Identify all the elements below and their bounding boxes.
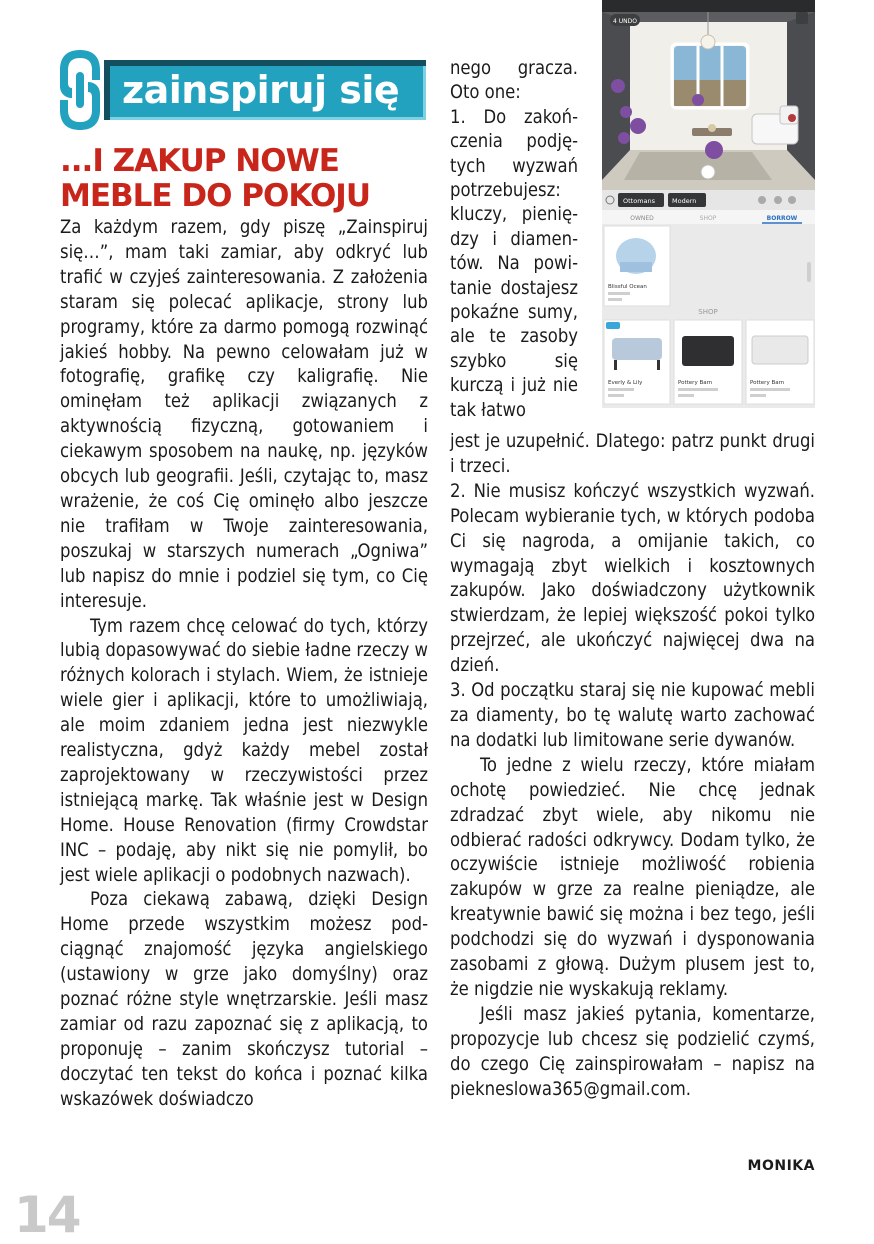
tab-borrow: BORROW xyxy=(766,215,798,222)
filter-chip-ottomans: Ottomans xyxy=(623,197,656,205)
article-column-right-narrow xyxy=(450,57,578,423)
paragraph: nego gracza. Oto one: xyxy=(450,58,578,104)
article-column-right xyxy=(450,430,815,1102)
shop-item-3-name: Pottery Barn xyxy=(750,380,785,386)
section-title: zainspiruj się xyxy=(122,68,400,112)
link-logo-icon xyxy=(58,46,102,134)
paragraph: 2. Nie musisz kończyć wszystkich wyzwań. Polecam wybieranie tych, w których podoba Ci się nagroda, a omijanie takich, co wymagają zbyt wielkich i kosztownych zakupów. Jako doświadczony użytkownik stwierdzam, że lepiej większość pokoi tylko przejrzeć, ale ukończyć najwięcej dwa na dzień. xyxy=(450,480,815,677)
paragraph: Tym razem chcę celować do tych, którzy lubią dopasowywać do siebie ładne rzeczy w różnych kolorach i stylach. Wiem, że istnieje wiele gier i aplikacji, które to umożliwiają, ale moim zdaniem jedna jest niezwykle realistyczna, gdyż każdy mebel został zaprojektowany w rzeczywistości przez istniejącą markę. Tak właśnie jest w Design Home. House Renovation (firmy Crowdstar INC – podaję, aby nikt się nie pomylił, bo jest wiele aplikacji o podobnych nazwach). xyxy=(60,615,428,886)
shop-item-2-name: Pottery Barn xyxy=(678,380,713,386)
paragraph: Poza ciekawą zabawą, dzięki Design Home przede wszystkim możesz podciągnąć znajomość języka angielskiego (ustawiony w grze jako domyślny) oraz poznać różne style wnętrzarskie. Jeśli masz zamiar od razu zapoznać się z aplikacją, to proponuję – zanim skończysz tutorial – doczytać ten tekst do końca i poznać kilka wskazówek doświadczo xyxy=(60,889,428,1110)
shop-section-label: SHOP xyxy=(698,308,718,316)
author-signature: MONIKA xyxy=(747,1158,815,1174)
paragraph: Jeśli masz jakieś pytania, komentarze, propozycje lub chcesz się podzielić czymś, do czego Cię zainspirowałam – napisz na piekneslowa365@gmail.com. xyxy=(450,1003,815,1100)
screenshot-drawing xyxy=(602,0,815,408)
paragraph: To jedne z wielu rzeczy, które miałam ochotę powiedzieć. Nie chcę jednak zdradzać zbyt wiele, aby nikomu nie odbierać radości odkrywcy. Dodam tylko, że oczywiście istnieje możliwość robienia zakupów w grze za realne pieniądze, ale kreatywnie bawić się można i bez tego, jeśli podchodzi się do wyzwań i dysponowania zasobami z głową. Dużym plusem jest to, że nigdzie nie wyskakują reklamy. xyxy=(450,754,815,1000)
paragraph: jest je uzupełnić. Dlatego: patrz punkt drugi i trzeci. xyxy=(450,431,815,477)
paragraph: 1. Do zakończenia podjętych wyzwań potrzebujesz: kluczy, pieniędzy i diamentów. Na powitanie dostajesz pokaźne sumy, ale te zasoby szybko się kurczą i już nie tak łatwo xyxy=(450,106,578,421)
article-headline: ...I ZAKUP NOWE MEBLE DO POKOJU xyxy=(60,143,371,214)
article-column-left xyxy=(60,216,428,1113)
paragraph: 3. Od początku staraj się nie kupować mebli za diamenty, bo tę walutę warto zachować na dodatki lub limitowane serie dywanów. xyxy=(450,680,815,751)
tab-shop: SHOP xyxy=(699,215,717,222)
tab-owned: OWNED xyxy=(630,215,654,222)
shop-item-1-name: Everly & Lily xyxy=(608,380,643,386)
filter-chip-modern: Modern xyxy=(672,197,697,205)
owned-item-name: Blissful Ocean xyxy=(608,284,647,290)
page-number: 14 xyxy=(14,1186,80,1244)
paragraph: Za każdym razem, gdy piszę „Zainspiruj się…”, mam taki zamiar, aby odkryć lub trafić w czyjeś zainteresowania. Z założenia staram się polecać aplikacje, strony lub programy, które za darmo pomogą rozwinąć jakieś hobby. Na pewno celowałam już w fotografię, grafikę czy kaligrafię. Nie ominęłam też aplikacji związanych z aktywnością fizyczną, gotowaniem i ciekawym sposobem na naukę, np. języków obcych lub geografii. Jeśli, czytając to, masz wrażenie, że coś Cię ominęło albo jeszcze nie trafiłam w Twoje zainteresowania, poszukaj w starszych numerach „Ogniwa” lub napisz do mnie i podziel się tym, co Cię interesuje. xyxy=(60,217,428,612)
design-home-screenshot xyxy=(602,0,815,408)
screenshot-top-badge: 4 UNDO xyxy=(613,18,637,25)
